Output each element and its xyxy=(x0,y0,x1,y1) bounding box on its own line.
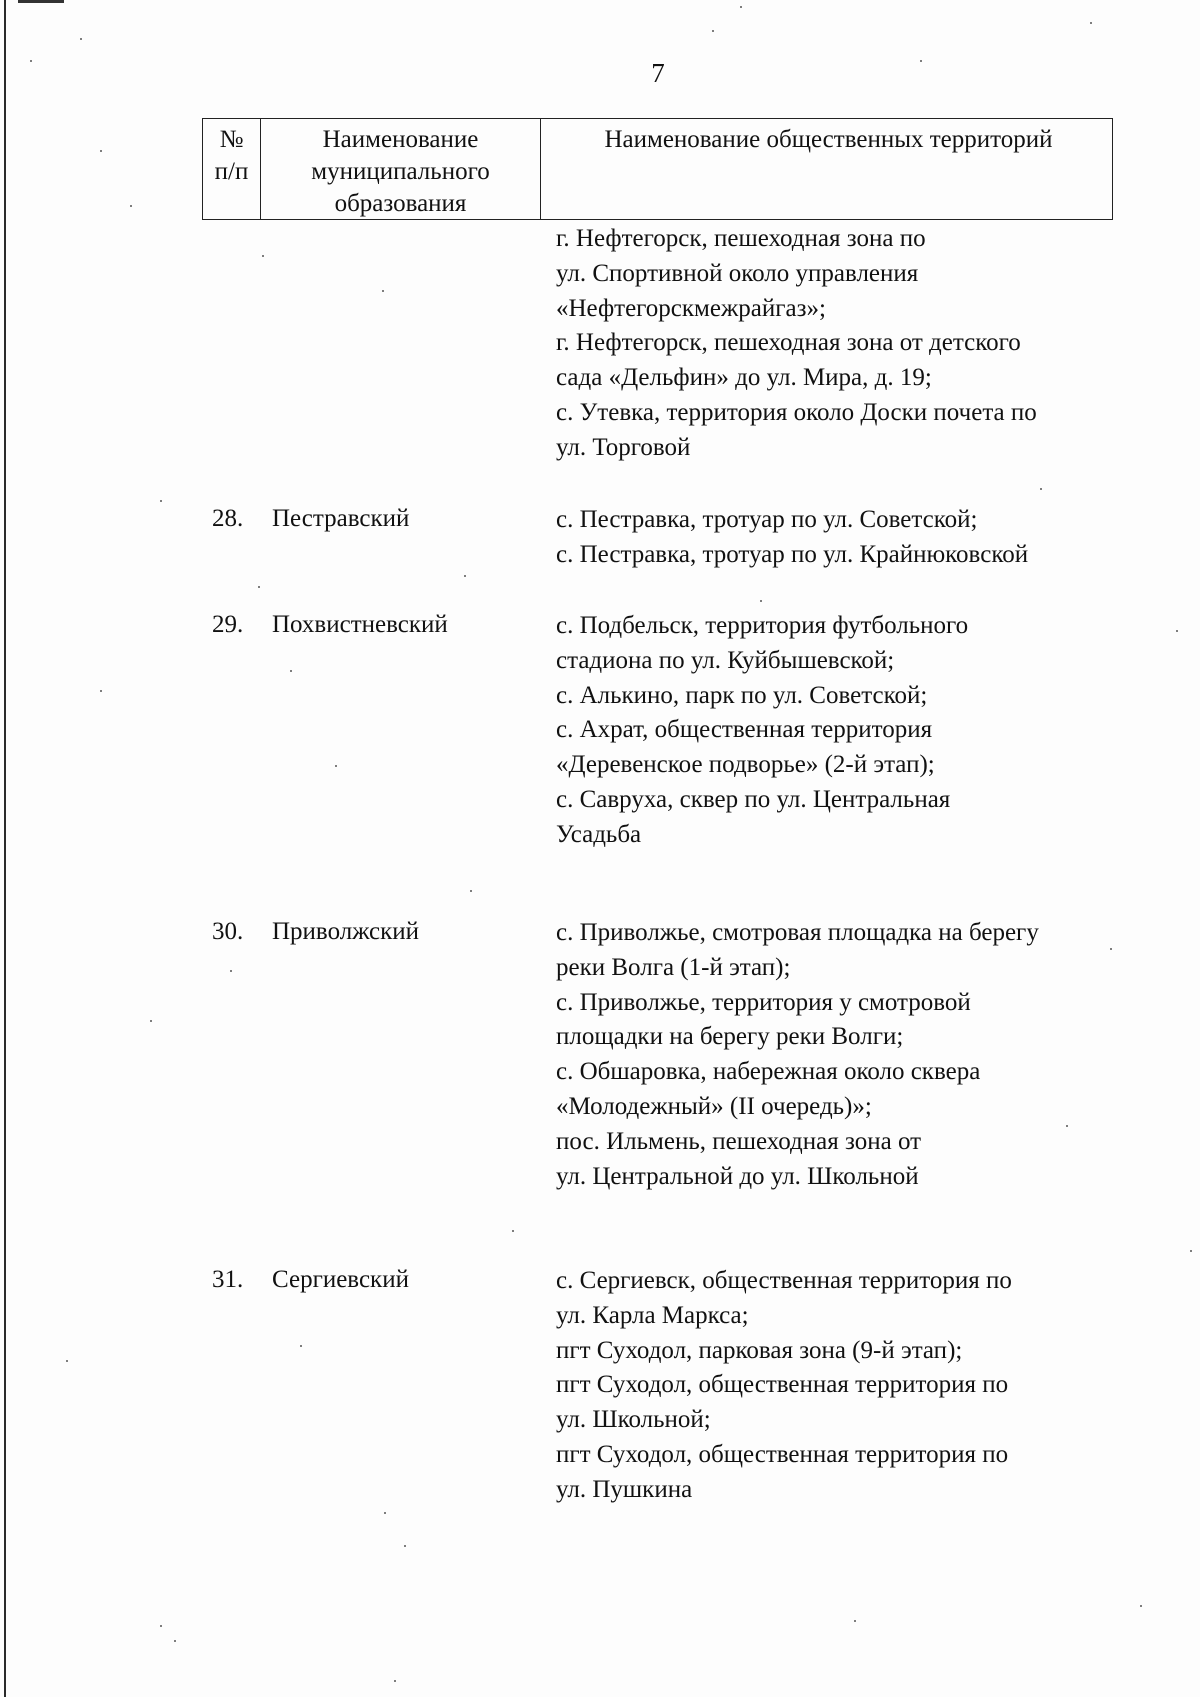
scan-speckle xyxy=(1110,948,1112,950)
scan-speckle xyxy=(290,670,292,672)
scan-speckle xyxy=(150,1020,152,1022)
header-col-territories xyxy=(541,119,1112,219)
row-territories xyxy=(556,916,1039,1194)
territory-line: с. Обшаровка, набережная около сквера xyxy=(556,1058,981,1086)
row-territories xyxy=(556,1264,1012,1508)
territory-line: с. Сергиевск, общественная территория по xyxy=(556,1267,1012,1294)
scan-speckle xyxy=(712,30,714,32)
territory-line: ул. Торговой xyxy=(556,433,691,461)
scan-speckle xyxy=(80,38,82,40)
scan-speckle xyxy=(1176,630,1178,632)
territory-line: стадиона по ул. Куйбышевской; xyxy=(556,646,895,674)
scan-speckle xyxy=(262,255,264,257)
scan-speckle xyxy=(512,1230,514,1232)
scan-speckle xyxy=(760,600,762,602)
scan-speckle xyxy=(335,765,337,767)
territory-line: с. Приволжье, смотровая площадка на берегу xyxy=(556,919,1039,946)
territory-line: «Нефтегорскмежрайгаз»; xyxy=(556,294,826,322)
row-municipality: Приволжский xyxy=(272,918,420,945)
scan-speckle xyxy=(1140,1605,1142,1607)
row-municipality: Пестравский xyxy=(272,505,410,532)
scan-corner-artifact xyxy=(18,0,64,3)
territory-line: ул. Пушкина xyxy=(556,1475,693,1503)
territory-line: «Молодежный» (II очередь)»; xyxy=(556,1092,872,1120)
scan-speckle xyxy=(66,1360,68,1362)
header-col-number-line: п/п xyxy=(214,158,249,185)
header-col-municipality-line: образования xyxy=(334,190,467,217)
row-number: 29. xyxy=(212,611,244,638)
row-territories xyxy=(556,609,968,853)
scan-speckle xyxy=(394,1680,396,1682)
territory-line: с. Пестравка, тротуар по ул. Советской; xyxy=(556,506,978,533)
scan-speckle xyxy=(130,205,132,207)
scan-speckle xyxy=(100,690,102,692)
territory-line: г. Нефтегорск, пешеходная зона от детского xyxy=(556,329,1021,357)
scan-speckle xyxy=(174,1640,176,1642)
territory-line: пгт Суходол, общественная территория по xyxy=(556,1371,1009,1399)
territory-line: ул. Школьной; xyxy=(556,1406,711,1434)
territory-line: ул. Спортивной около управления xyxy=(556,259,919,287)
territory-line: пос. Ильмень, пешеходная зона от xyxy=(556,1127,922,1155)
continuation-territories xyxy=(556,222,1037,466)
scan-speckle xyxy=(382,290,384,292)
territory-line: с. Алькино, парк по ул. Советской; xyxy=(556,681,928,709)
header-col-municipality-line: Наименование xyxy=(322,126,479,153)
scan-speckle xyxy=(100,150,102,152)
territory-line: пгт Суходол, парковая зона (9-й этап); xyxy=(556,1336,963,1364)
territory-line: ул. Центральной до ул. Школьной xyxy=(556,1162,919,1190)
row-number: 31. xyxy=(212,1266,244,1293)
row-territories xyxy=(556,503,1028,573)
scan-edge-artifact xyxy=(4,0,6,1697)
territory-line: сада «Дельфин» до ул. Мира, д. 19; xyxy=(556,364,932,392)
scan-speckle xyxy=(464,575,466,577)
territory-line: площадки на берегу реки Волги; xyxy=(556,1023,904,1051)
row-number: 28. xyxy=(212,505,244,532)
header-col-number xyxy=(203,119,261,219)
scan-speckle xyxy=(30,60,32,62)
header-col-municipality-line: муниципального xyxy=(311,158,490,185)
territory-line: с. Ахрат, общественная территория xyxy=(556,716,933,744)
scan-speckle xyxy=(160,500,162,502)
scan-speckle xyxy=(854,1620,856,1622)
scan-speckle xyxy=(1190,1250,1192,1252)
scan-speckle xyxy=(230,970,232,972)
territory-line: пгт Суходол, общественная территория по xyxy=(556,1440,1009,1468)
scan-speckle xyxy=(160,1625,162,1627)
row-municipality: Похвистневский xyxy=(272,611,448,638)
territory-line: с. Приволжье, территория у смотровой xyxy=(556,988,971,1016)
territory-line: Усадьба xyxy=(556,820,642,848)
scan-speckle xyxy=(740,6,742,8)
territory-line: реки Волга (1-й этап); xyxy=(556,953,791,981)
scan-speckle xyxy=(1066,1125,1068,1127)
page-number: 7 xyxy=(651,58,665,88)
scan-speckle xyxy=(1090,22,1092,24)
row-number: 30. xyxy=(212,918,244,945)
scan-speckle xyxy=(470,890,472,892)
scan-speckle xyxy=(384,1512,386,1514)
territory-line: с. Савруха, сквер по ул. Центральная xyxy=(556,785,951,813)
header-col-municipality xyxy=(261,119,541,219)
territory-line: «Деревенское подворье» (2-й этап); xyxy=(556,751,935,779)
header-col-number-line: № xyxy=(219,126,244,153)
territory-line: с. Утевка, территория около Доски почета по xyxy=(556,398,1037,426)
scan-speckle xyxy=(1040,488,1042,490)
scan-speckle xyxy=(300,1345,302,1347)
scan-speckle xyxy=(258,586,260,588)
territory-line: г. Нефтегорск, пешеходная зона по xyxy=(556,225,926,252)
row-municipality: Сергиевский xyxy=(272,1266,409,1293)
scan-speckle xyxy=(404,1545,406,1547)
territory-line: с. Пестравка, тротуар по ул. Крайнюковской xyxy=(556,540,1029,568)
territory-line: ул. Карла Маркса; xyxy=(556,1301,749,1329)
table-header xyxy=(202,118,1113,220)
territory-line: с. Подбельск, территория футбольного xyxy=(556,612,969,639)
scan-speckle xyxy=(920,60,922,62)
header-col-territories-line: Наименование общественных территорий xyxy=(604,126,1053,153)
